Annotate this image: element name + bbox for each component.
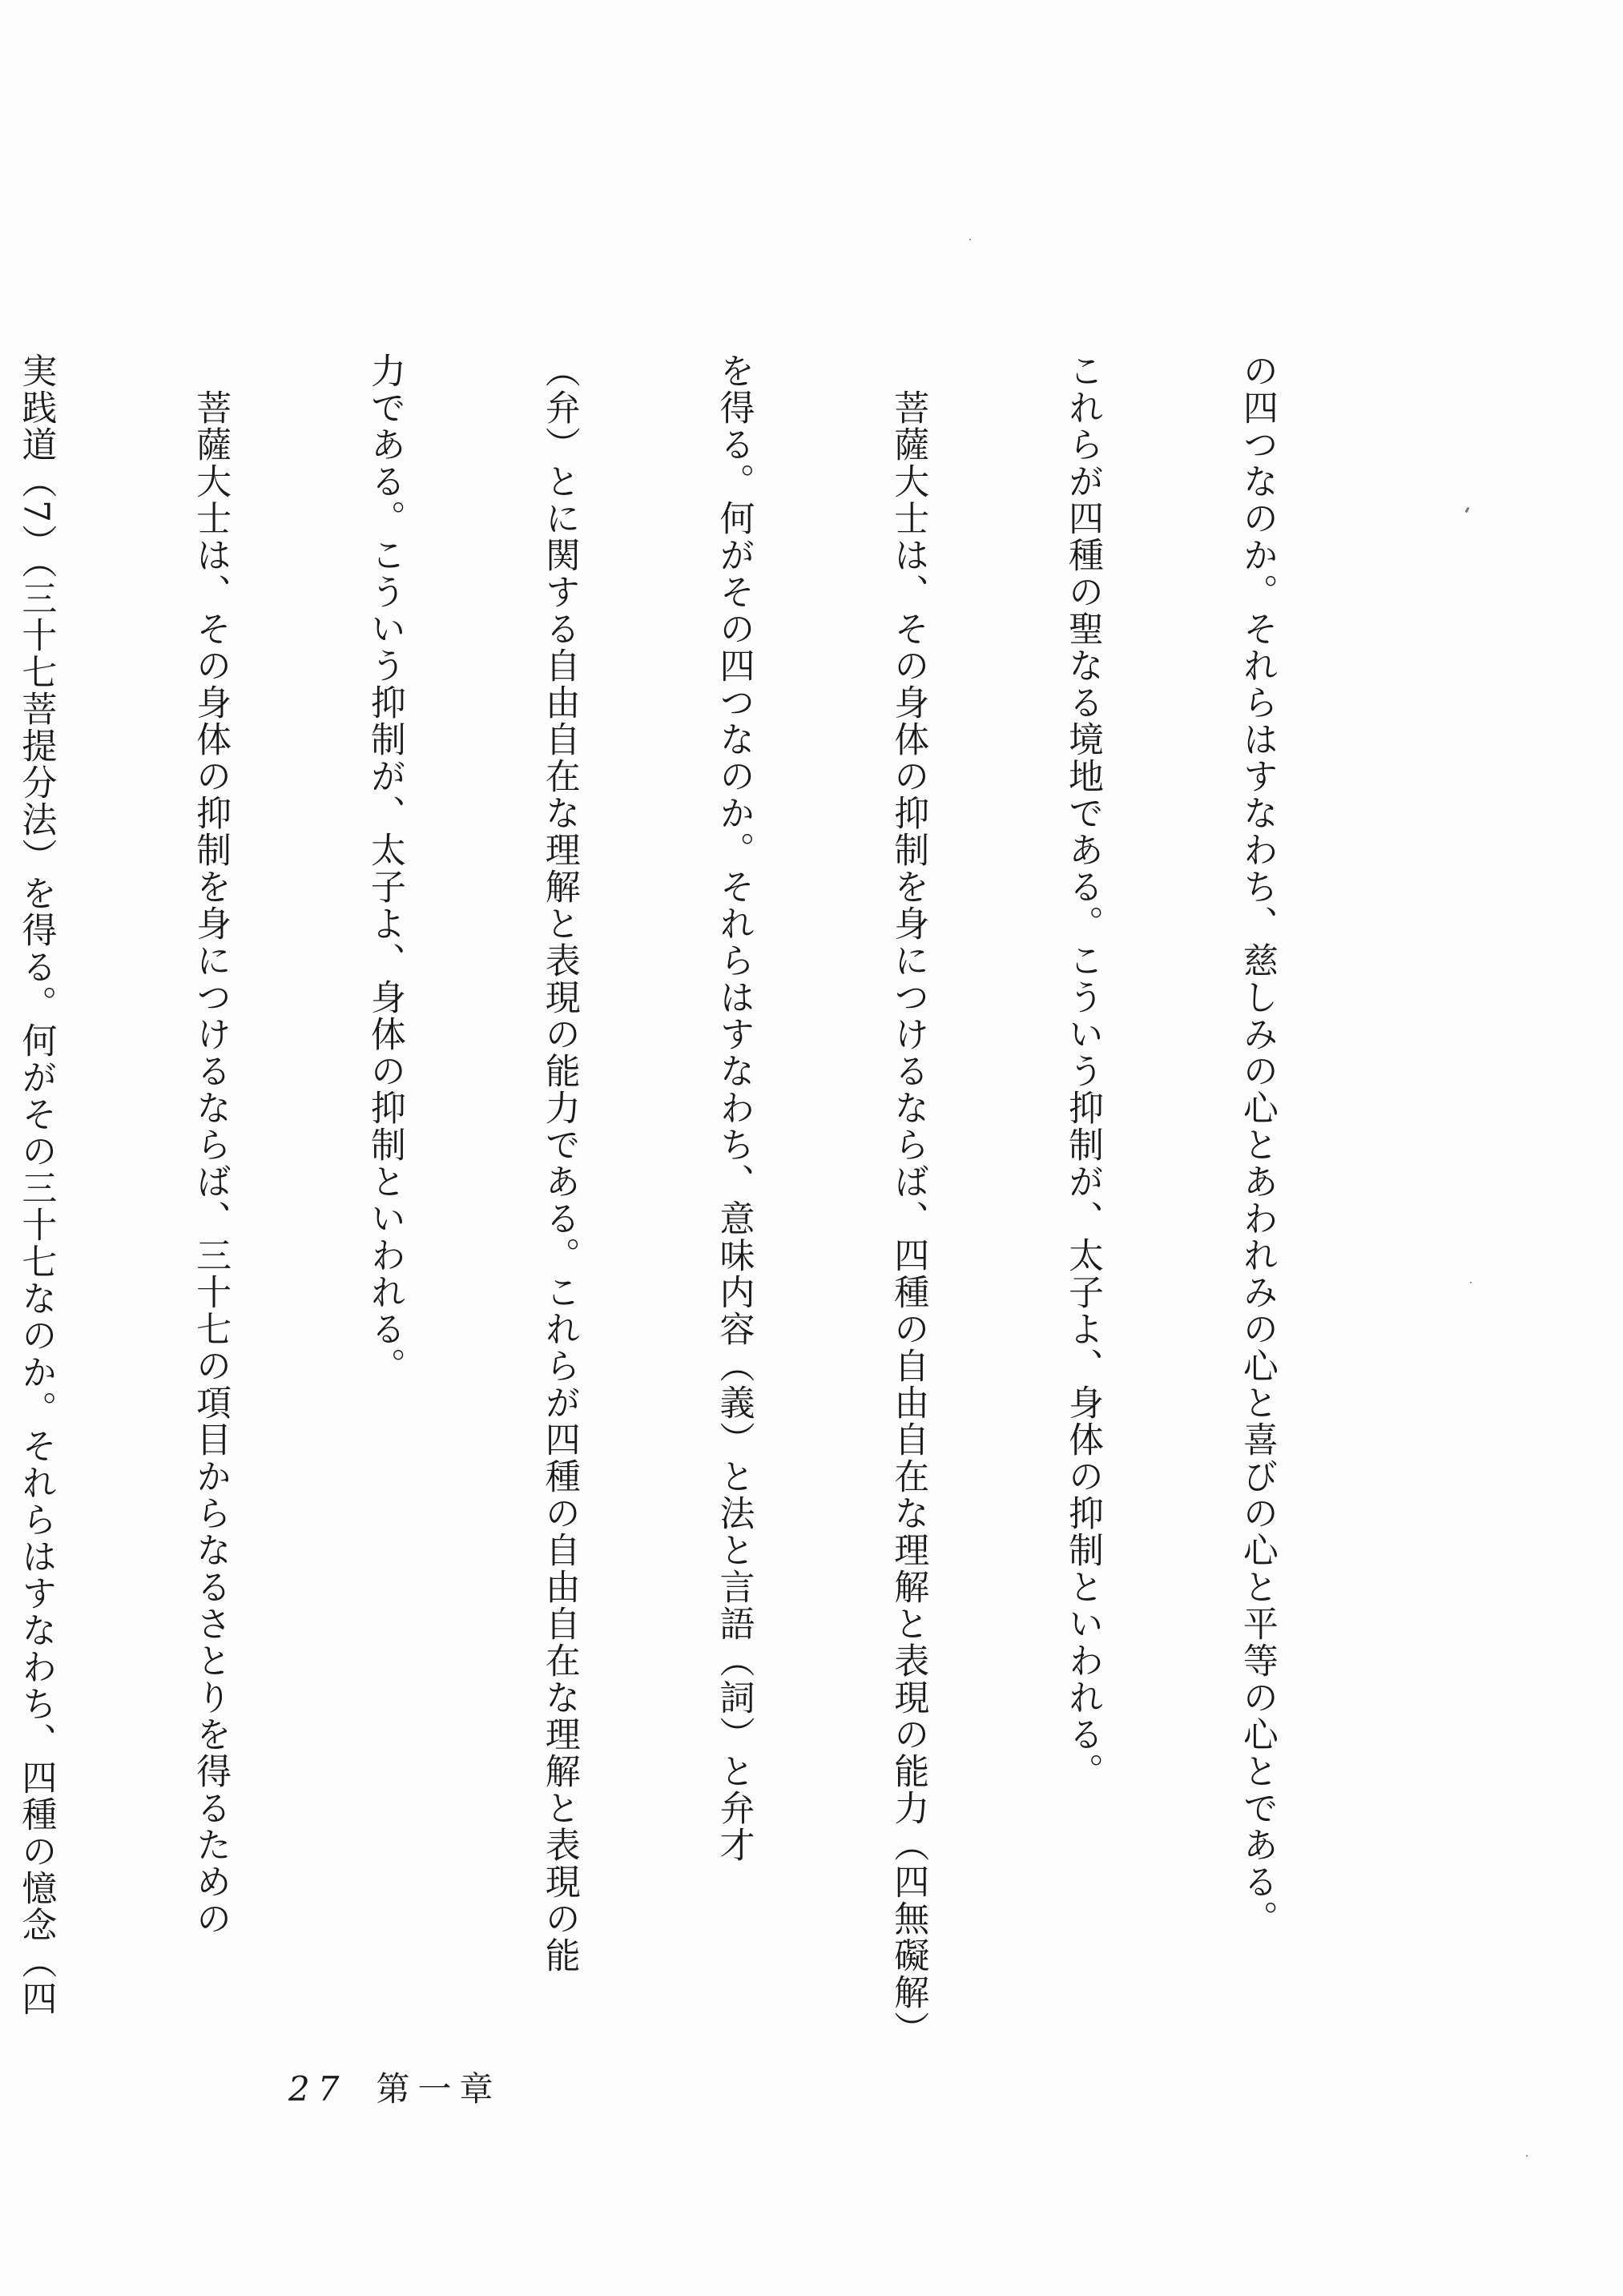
text-line-5: （弁）とに関する自由自在な理解と表現の能力である。これらが四種の自由自在な理解と表現の能 xyxy=(538,352,580,1974)
page-number: 27 xyxy=(288,2069,348,2109)
scan-speck xyxy=(969,239,971,240)
scan-speck xyxy=(1470,1282,1472,1283)
scan-speck xyxy=(1464,507,1469,514)
text-line-2: これらが四種の聖なる境地である。こういう抑制が、太子よ、身体の抑制といわれる。 xyxy=(1062,352,1104,1790)
text-line-8: 実践道（7）（三十七菩提分法）を得る。何がその三十七なのか。それらはすなわち、四種の憶念（四 xyxy=(15,352,57,2017)
page-footer xyxy=(288,2063,501,2111)
chapter-title: 第一章 xyxy=(376,2069,501,2109)
vertical-text-block xyxy=(15,352,1402,2048)
scan-speck xyxy=(1526,2155,1528,2157)
text-line-6: 力である。こういう抑制が、太子よ、身体の抑制といわれる。 xyxy=(364,352,405,1384)
text-line-4: を得る。何がその四つなのか。それらはすなわち、意味内容（義）と法と言語（詞）と弁才 xyxy=(713,352,755,1863)
text-line-3: 菩薩大士は、その身体の抑制を身につけるならば、四種の自由自在な理解と表現の能力（四無礙解） xyxy=(888,352,929,2048)
text-line-1: の四つなのか。それらはすなわち、慈しみの心とあわれみの心と喜びの心と平等の心とである。 xyxy=(1236,352,1278,1937)
text-line-7: 菩薩大士は、その身体の抑制を身につけるならば、三十七の項目からなるさとりを得るための xyxy=(190,352,232,1937)
